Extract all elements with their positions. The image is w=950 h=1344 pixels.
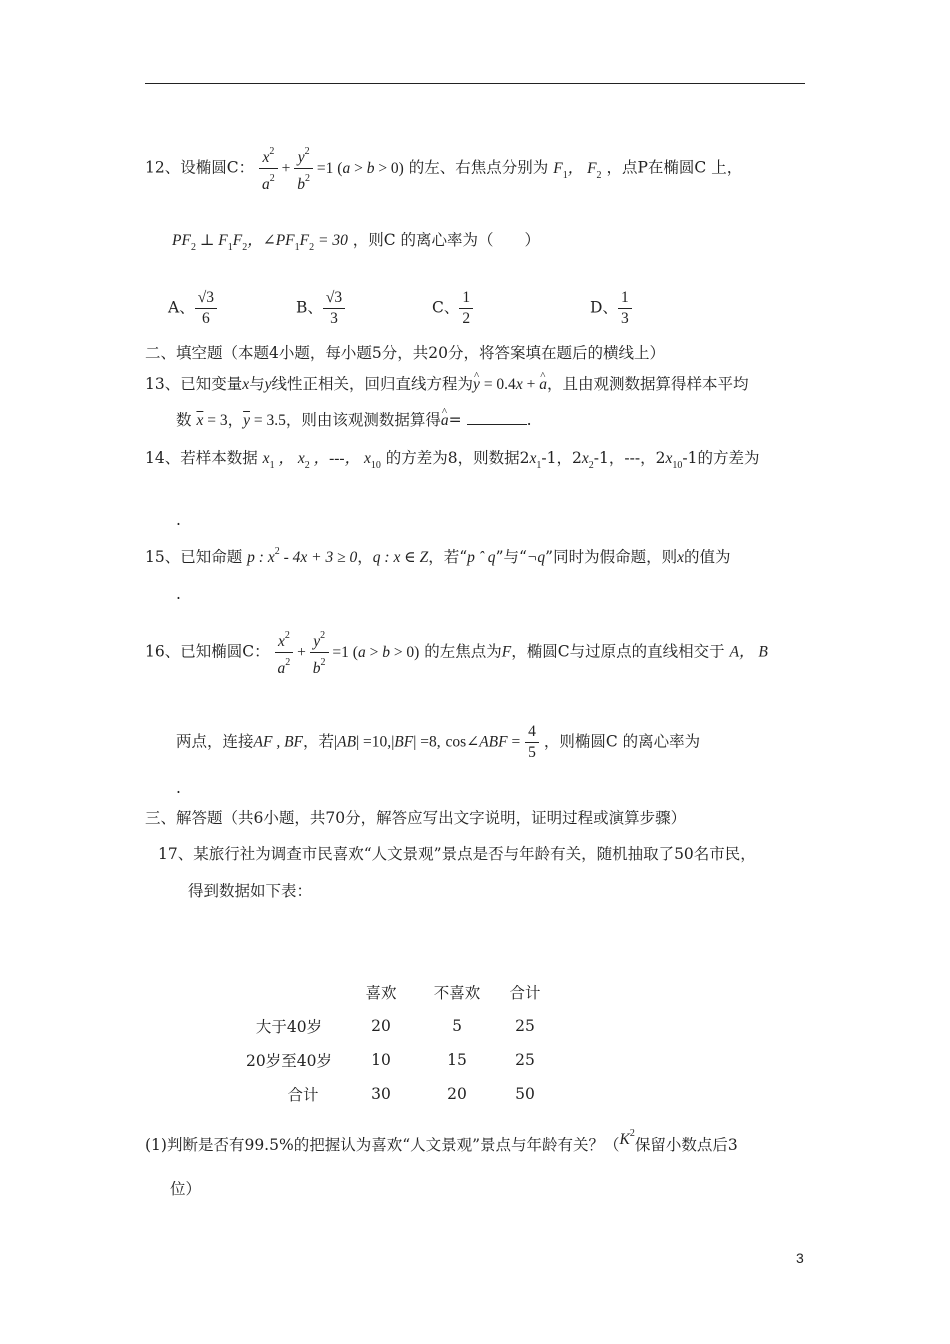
table-cell: 5 <box>452 1017 462 1035</box>
table-cell: 25 <box>515 1051 535 1069</box>
q16-line1 <box>145 626 768 679</box>
table-row <box>230 1043 550 1077</box>
q12-condition: $PF_2$ ⊥ $F_1F_2$，$\angle PF_1F_2 = 30$ <box>172 232 348 253</box>
q16-text: ，则椭圆C 的离心率为 <box>543 732 701 751</box>
option-numerator: 1 <box>618 288 632 309</box>
q12-option-d <box>590 288 632 329</box>
option-label: A、 <box>168 298 195 317</box>
table-cell: 20 <box>371 1017 391 1035</box>
q15-text: ，若“ <box>428 548 468 566</box>
table-row <box>230 1077 550 1111</box>
q12-question: ，则C 的离心率为（ ） <box>352 231 541 249</box>
section2-heading: 二、填空题（本题4小题，每小题5分，共20分，将答案填在题后的横线上） <box>145 344 665 362</box>
table-cell: 30 <box>371 1085 391 1103</box>
table-cell: 10 <box>371 1051 391 1069</box>
table-cell: 25 <box>515 1017 535 1035</box>
q16-cos-num: 4 <box>525 722 539 743</box>
q12-line2 <box>172 230 540 258</box>
var-x: x <box>677 549 684 566</box>
q16-ellipse-equation: $\frac{x^2}{a^2}$ + $\frac{y^2}{b^2}$ =1 (a > b > 0) <box>275 643 425 661</box>
q12-option-a <box>168 288 217 329</box>
q12-prefix: 12、设椭圆C： <box>145 158 255 177</box>
q15-p-and-q: p ˆ q <box>467 549 496 566</box>
q16-prefix: 16、已知椭圆C： <box>145 642 270 661</box>
q14-x10: $x_{10}$ <box>665 450 683 471</box>
q12-line1 <box>145 142 742 195</box>
q12-foci: $F_1$， $F_2$ <box>553 159 602 181</box>
header-rule <box>145 83 805 84</box>
q16-line3: . <box>176 779 181 797</box>
q12-text-b: ，点P在椭圆C 上， <box>606 158 743 177</box>
q13-means: $\overline{x} = 3$，$\overline{y} = 3.5$ <box>196 412 286 429</box>
option-numerator: √3 <box>323 288 345 309</box>
q14-line2: . <box>176 511 181 529</box>
k-squared: $K^2$ <box>619 1128 635 1148</box>
q12-option-b <box>296 288 345 329</box>
q16-text: ，若 <box>303 732 335 751</box>
q15-line2: . <box>176 585 181 603</box>
q15-prop-q: q : x ∈ Z <box>372 549 429 566</box>
table-header: 喜欢 <box>365 984 397 1002</box>
page-number: 3 <box>796 1250 804 1266</box>
q13-text: 线性正相关，回归直线方程为 <box>271 375 474 393</box>
q14-x1: $x_1$ <box>529 450 542 471</box>
table-header-row <box>230 975 550 1009</box>
q13-regression: y ^ = 0.4x + a ^ <box>473 375 547 393</box>
table-cell <box>230 975 348 1009</box>
option-denominator: 6 <box>201 310 210 327</box>
q17-line2: 得到数据如下表： <box>188 882 313 900</box>
q14-samples: $x_1$ ， $x_2$ ，---， $x_{10}$ <box>262 450 381 471</box>
option-numerator: 1 <box>459 288 473 309</box>
option-denominator: 3 <box>620 310 629 327</box>
q17-sub1-text: (1)判断是否有99.5%的把握认为喜欢“人文景观”景点与年龄有关？（ <box>145 1136 620 1154</box>
q16-text: 两点，连接 <box>176 732 254 751</box>
q13-text: 与 <box>249 375 265 393</box>
q16-cos-fraction <box>525 722 539 763</box>
table-cell: 15 <box>447 1051 467 1069</box>
q13-text: . <box>526 411 532 429</box>
q15-text: 的值为 <box>683 548 731 566</box>
table-header: 合计 <box>509 984 541 1002</box>
var-x: x <box>242 376 250 393</box>
q12-ellipse-equation: $\frac{x^2}{a^2}$ + $\frac{y^2}{b^2}$ =1 (a > b > 0) <box>259 159 409 177</box>
q16-line2 <box>176 722 700 763</box>
q14-x2: $x_2$ <box>581 450 594 471</box>
q13-line2 <box>176 410 532 431</box>
option-numerator: √3 <box>195 288 217 309</box>
q16-focus-f: F <box>501 643 512 661</box>
table-row <box>230 1009 550 1043</box>
contingency-table <box>230 975 550 1111</box>
q14-text: 的方差为8，则数据2 <box>385 449 530 467</box>
q16-text: 的左焦点为 <box>424 642 502 661</box>
q14-text: -1，---，2 <box>593 449 666 467</box>
q14-line1 <box>145 448 759 476</box>
option-denominator: 2 <box>462 310 471 327</box>
table-cell: 合计 <box>287 1086 319 1104</box>
table-cell: 50 <box>515 1085 535 1103</box>
q16-segments: AF , BF <box>253 733 304 751</box>
q14-text: 14、若样本数据 <box>145 449 258 467</box>
q13-text: ，且由观测数据算得样本平均 <box>546 375 749 393</box>
q15-text: ”与“ <box>495 548 527 566</box>
q17-sub1-text: 保留小数点后3 <box>634 1136 738 1154</box>
q15-prop-p: p : $x^2 - 4x + 3 \ge 0$ <box>247 546 358 566</box>
q12-text-a: 的左、右焦点分别为 <box>408 158 549 177</box>
q15-not-q: ¬q <box>526 549 546 566</box>
option-label: D、 <box>590 298 618 317</box>
option-label: C、 <box>432 298 460 317</box>
q17-sub1-line2: 位） <box>170 1180 202 1198</box>
q13-text: 13、已知变量 <box>145 375 243 393</box>
q17-sub1-line1 <box>145 1130 738 1156</box>
q13-line1 <box>145 374 748 395</box>
q15-line1: 15、已知命题 p : $x^2 - 4x + 3 \ge 0$，q : x ∈ Z，若“p ˆ q”与“¬q”同时为假命题，则x的值为 <box>145 546 731 566</box>
q14-text: -1，2 <box>541 449 582 467</box>
q13-text: 数 <box>176 411 192 429</box>
q16-text: ，椭圆C与过原点的直线相交于 <box>511 642 725 661</box>
q16-cos-den: 5 <box>528 744 536 761</box>
option-label: B、 <box>296 298 323 317</box>
q16-cond-bf: |BF| =8, <box>391 733 441 751</box>
q16-cos-expr: cos∠ABF = <box>445 733 521 751</box>
section3-heading: 三、解答题（共6小题，共70分，解答应写出文字说明，证明过程或演算步骤） <box>145 809 687 827</box>
q13-text: ，则由该观测数据算得 <box>285 411 441 429</box>
var-y: y <box>264 376 272 393</box>
q15-text: ”同时为假命题，则 <box>545 548 678 566</box>
table-cell: 大于40岁 <box>255 1018 323 1036</box>
option-denominator: 3 <box>330 310 338 327</box>
q15-text: 15、已知命题 <box>145 548 243 566</box>
q14-text: -1的方差为 <box>682 449 760 467</box>
var-a-hat: a ^ <box>441 411 449 431</box>
q12-option-c <box>432 288 473 329</box>
answer-blank <box>467 412 527 425</box>
q16-points: A， B <box>729 643 768 661</box>
q17-line1: 17、某旅行社为调查市民喜欢“人文景观”景点是否与年龄有关，随机抽取了50名市民， <box>158 845 756 863</box>
q13-text: = <box>448 411 462 429</box>
table-cell: 20岁至40岁 <box>246 1052 332 1070</box>
table-cell: 20 <box>447 1085 467 1103</box>
q16-cond-ab: |AB| =10, <box>334 733 392 751</box>
table-header: 不喜欢 <box>433 984 481 1002</box>
